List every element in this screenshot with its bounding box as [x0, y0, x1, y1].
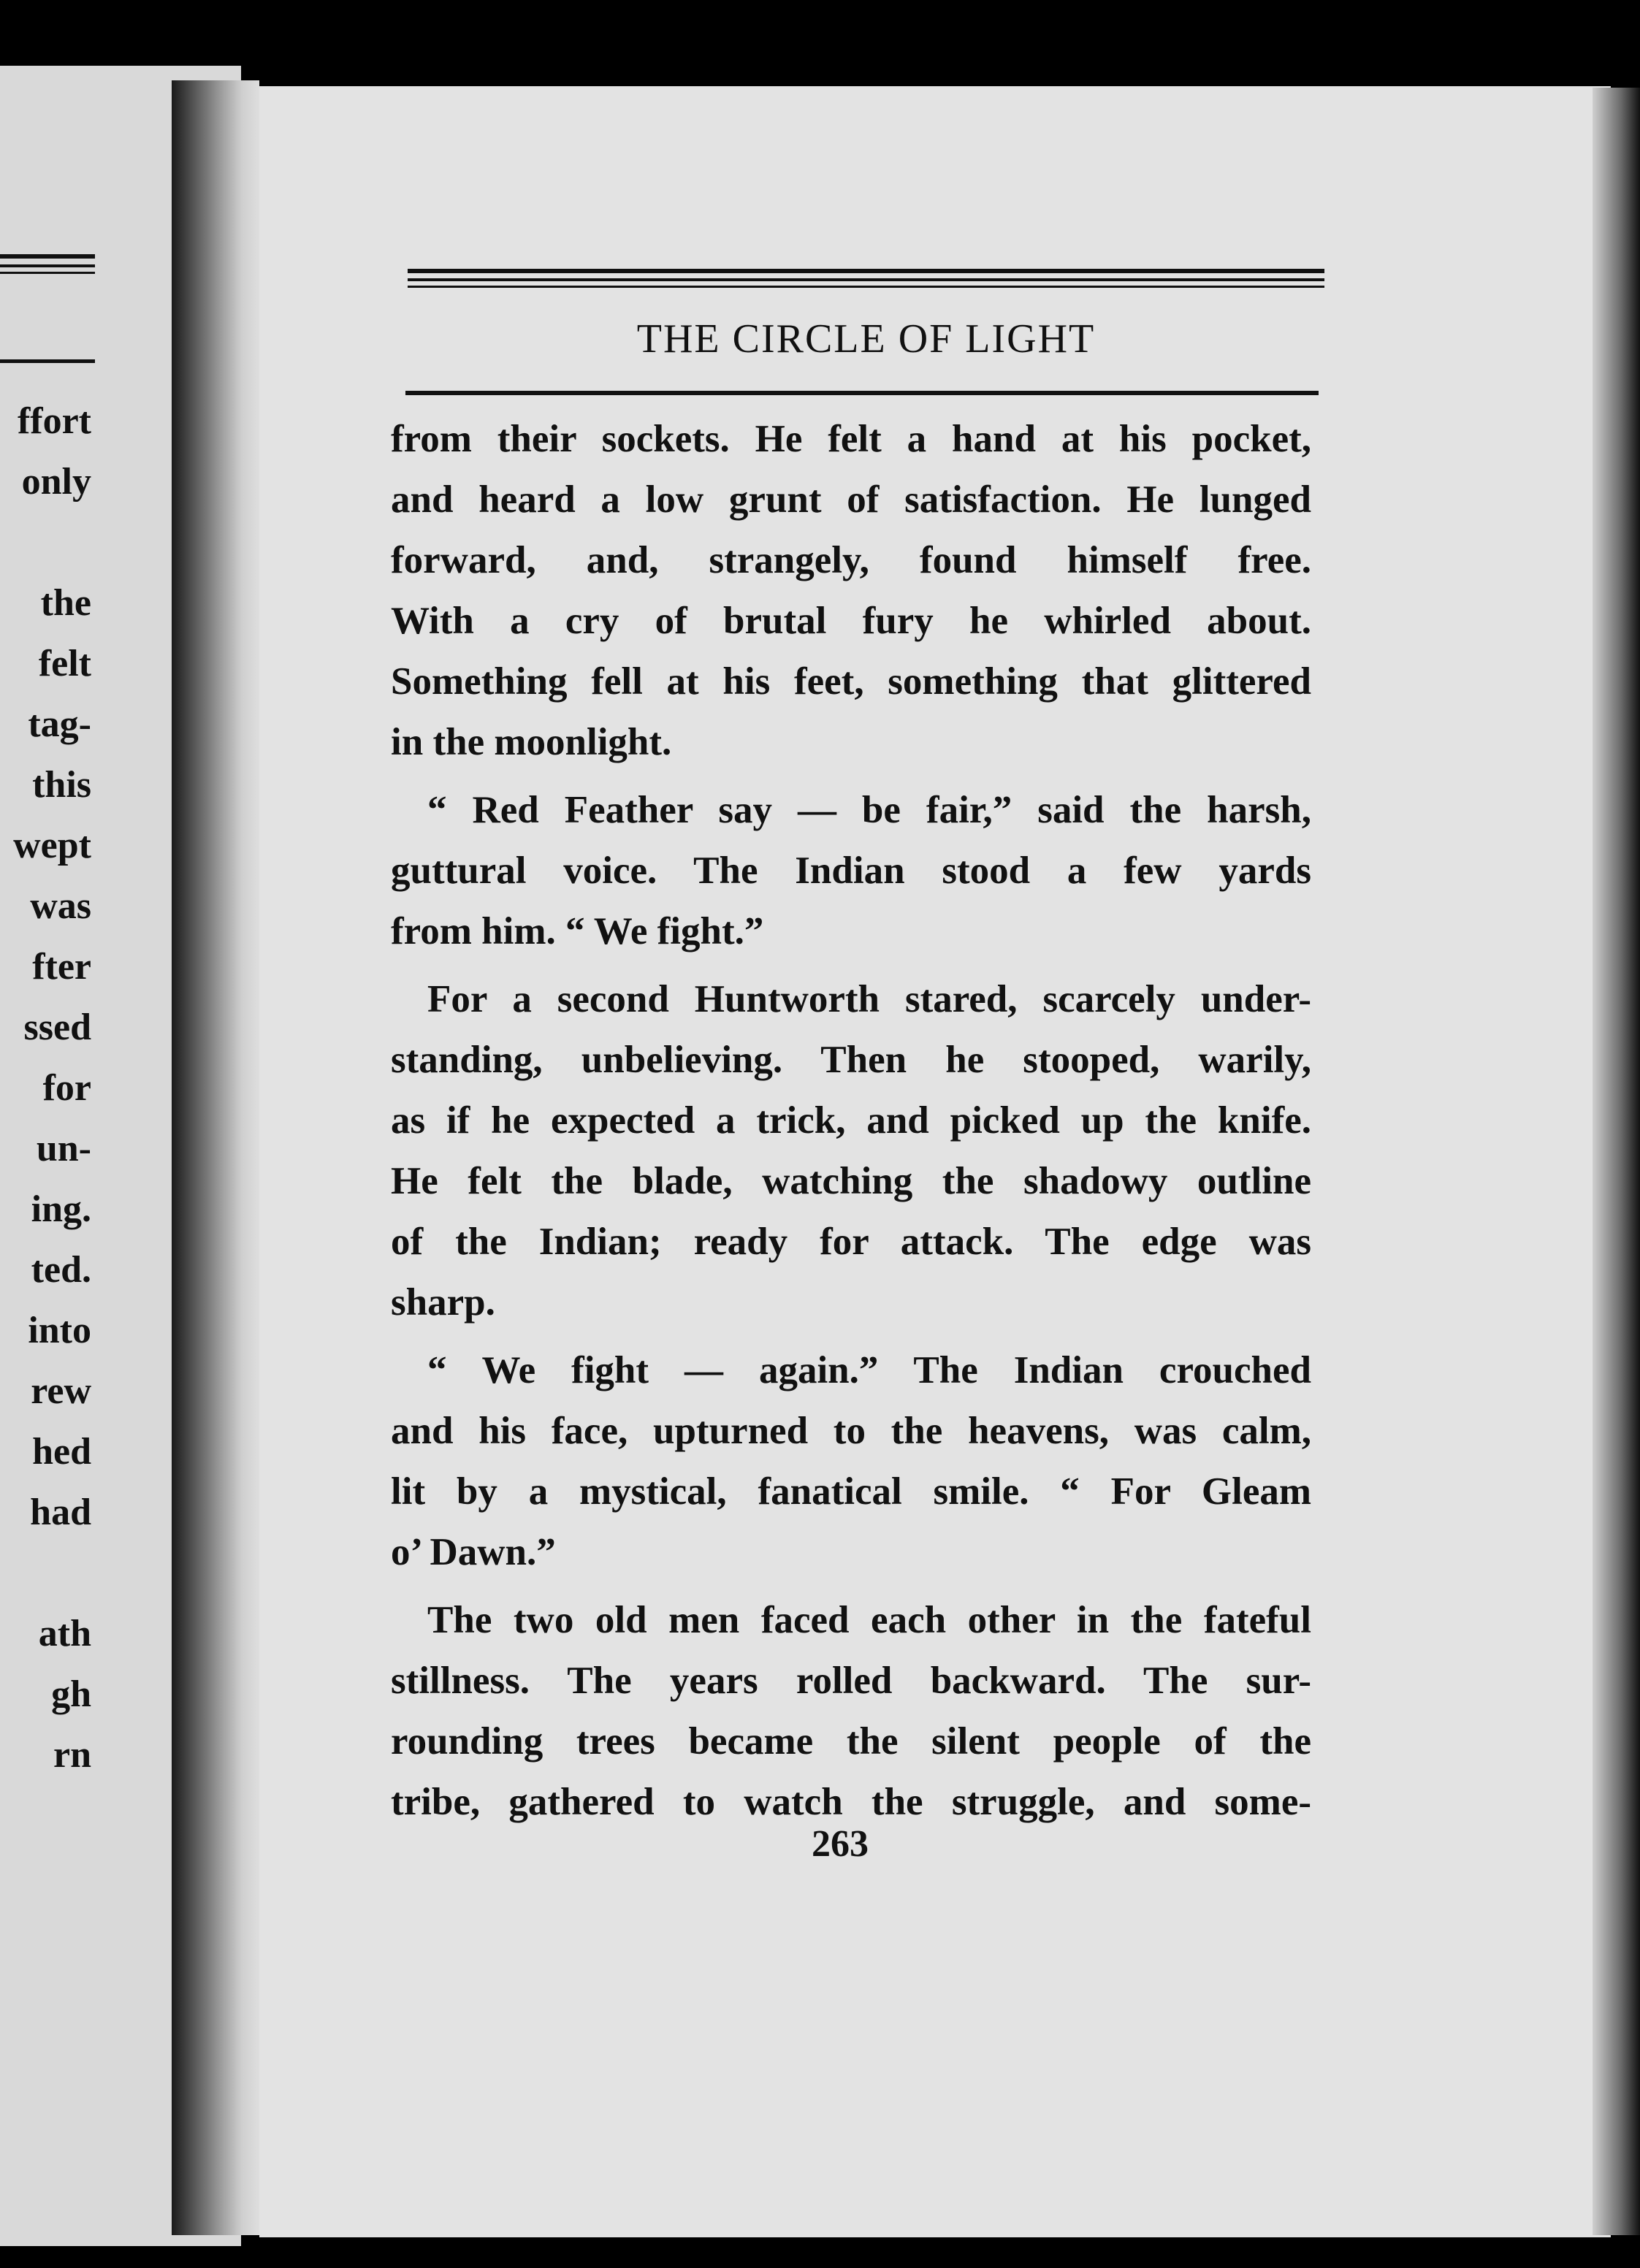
- left-page-fragment: this: [32, 764, 91, 806]
- header-bottom-rule: [405, 391, 1319, 395]
- paragraph: [391, 1590, 1311, 1833]
- page-edge-shadow: [1593, 88, 1640, 2235]
- left-page-fragment: hed: [32, 1431, 91, 1473]
- text-line: in the moonlight.: [391, 721, 672, 763]
- header-rules: [408, 269, 1324, 288]
- text-line: With a cry of brutal fury he whirled about.: [391, 600, 1311, 642]
- left-page-fragment: [0, 1543, 91, 1603]
- text-line: lit by a mystical, fanatical smile. “ For Gleam: [391, 1470, 1311, 1513]
- left-page-header-rule: [0, 254, 95, 259]
- header-rule-thick: [408, 269, 1324, 273]
- text-line: stillness. The years rolled backward. The sur-: [391, 1660, 1311, 1702]
- left-page-header-rule: [0, 272, 95, 274]
- paragraph: [391, 780, 1311, 962]
- text-line: from their sockets. He felt a hand at his pocket,: [391, 418, 1311, 460]
- page-number: 263: [812, 1823, 869, 1865]
- paragraph: [391, 1340, 1311, 1583]
- text-line: He felt the blade, watching the shadowy outline: [391, 1160, 1311, 1202]
- text-line: For a second Huntworth stared, scarcely under-: [427, 978, 1311, 1020]
- left-page-header-bottom-rule: [0, 359, 95, 363]
- text-line: forward, and, strangely, found himself free.: [391, 539, 1311, 581]
- left-page-fragment: fter: [32, 946, 91, 988]
- left-page-fragment: ffort: [17, 400, 91, 442]
- book-gutter-shadow: [172, 80, 259, 2235]
- text-line: sharp.: [391, 1281, 495, 1324]
- left-page-fragment: gh: [51, 1673, 91, 1715]
- text-line: “ Red Feather say — be fair,” said the harsh,: [427, 789, 1311, 831]
- left-page-fragment: only: [21, 461, 91, 503]
- left-page-fragment: for: [42, 1067, 91, 1109]
- left-page-fragment: rew: [31, 1370, 91, 1412]
- running-head: THE CIRCLE OF LIGHT: [636, 316, 1096, 362]
- left-page-fragment: ing.: [31, 1188, 91, 1230]
- left-page-fragment: ssed: [23, 1007, 91, 1048]
- left-page-fragment: felt: [38, 643, 91, 684]
- left-page-fragment: the: [40, 582, 91, 624]
- body-text: [391, 409, 1311, 1833]
- text-line: and heard a low grunt of satisfaction. He lunged: [391, 478, 1311, 521]
- text-line: and his face, upturned to the heavens, was calm,: [391, 1410, 1311, 1452]
- text-line: rounding trees became the silent people of the: [391, 1720, 1311, 1763]
- text-line: o’ Dawn.”: [391, 1531, 556, 1573]
- text-line: from him. “ We fight.”: [391, 910, 764, 952]
- text-line: of the Indian; ready for attack. The edge was: [391, 1221, 1311, 1263]
- left-page-fragment: wept: [13, 825, 91, 866]
- left-page-fragment: into: [28, 1310, 91, 1351]
- paragraph-gap: [391, 1333, 1311, 1340]
- text-line: as if he expected a trick, and picked up the knife.: [391, 1099, 1311, 1142]
- header-rule-thin: [408, 286, 1324, 288]
- left-page-fragment: was: [30, 885, 91, 927]
- paragraph-gap: [391, 773, 1311, 780]
- left-page-fragment: [0, 512, 91, 573]
- left-page-fragment: ted.: [31, 1249, 91, 1291]
- text-line: tribe, gathered to watch the struggle, and some-: [391, 1781, 1311, 1823]
- text-line: The two old men faced each other in the fateful: [427, 1599, 1311, 1641]
- left-page-fragment: had: [30, 1492, 91, 1533]
- left-page-fragment: tag-: [28, 703, 91, 745]
- text-line: “ We fight — again.” The Indian crouched: [427, 1349, 1311, 1391]
- paragraph: [391, 969, 1311, 1333]
- left-page-fragment: un-: [36, 1128, 91, 1169]
- paragraph-gap: [391, 962, 1311, 969]
- paragraph-gap: [391, 1583, 1311, 1590]
- left-page-text-fragments: [0, 391, 91, 1785]
- paragraph: [391, 409, 1311, 773]
- header-rule-medium: [408, 278, 1324, 281]
- text-line: guttural voice. The Indian stood a few yards: [391, 849, 1311, 892]
- left-page-header-rule: [0, 264, 95, 267]
- text-line: Something fell at his feet, something that glittered: [391, 660, 1311, 703]
- left-page-fragment: rn: [53, 1734, 91, 1776]
- left-page-fragment: ath: [38, 1613, 91, 1654]
- text-line: standing, unbelieving. Then he stooped, warily,: [391, 1039, 1311, 1081]
